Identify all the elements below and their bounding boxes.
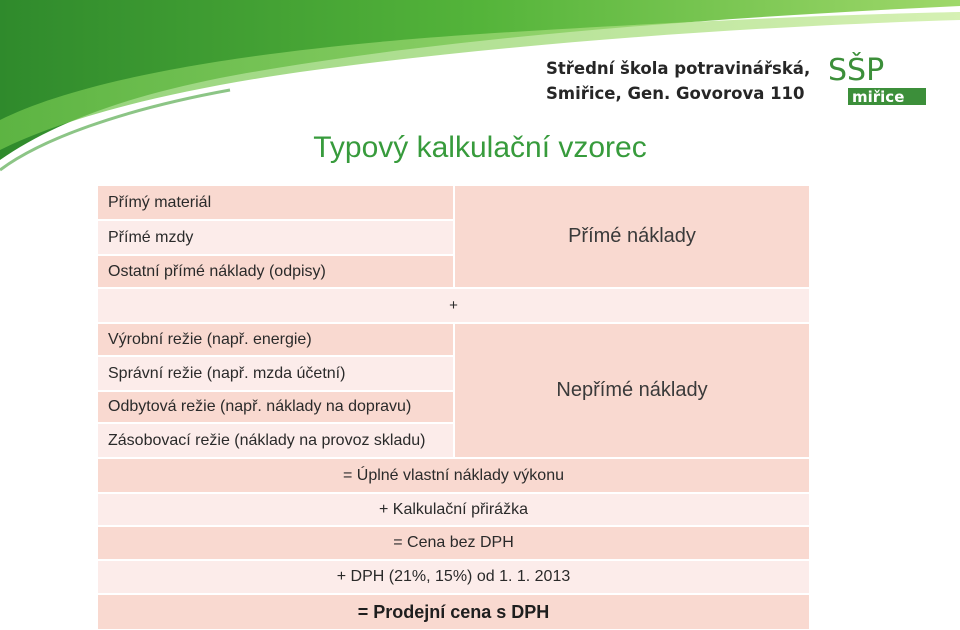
logo-letters-bottom: miřice [852, 88, 905, 106]
indirect-item: Správní režie (např. mzda účetní) [98, 357, 453, 390]
summary-row: + DPH (21%, 15%) od 1. 1. 2013 [98, 561, 809, 593]
ssp-smirice-logo-icon [826, 50, 928, 106]
direct-item: Ostatní přímé náklady (odpisy) [98, 256, 453, 287]
summary-row-final: = Prodejní cena s DPH [98, 595, 809, 629]
summary-row: = Úplné vlastní náklady výkonu [98, 459, 809, 492]
direct-costs-label: Přímé náklady [455, 186, 809, 287]
summary-row: + Kalkulační přirážka [98, 494, 809, 525]
school-name [546, 56, 810, 106]
logo-letters-top: SŠP [828, 53, 885, 88]
direct-item: Přímé mzdy [98, 221, 453, 254]
school-name-line1: Střední škola potravinářská, [546, 59, 811, 78]
plus-row: + [98, 289, 809, 322]
indirect-costs-label: Nepřímé náklady [455, 324, 809, 457]
indirect-item: Výrobní režie (např. energie) [98, 324, 453, 355]
indirect-item: Zásobovací režie (náklady na provoz skladu) [98, 424, 453, 457]
school-name-line2: Smiřice, Gen. Govorova 110 [546, 84, 805, 103]
direct-item: Přímý materiál [98, 186, 453, 219]
page-title: Typový kalkulační vzorec [313, 131, 647, 164]
indirect-item: Odbytová režie (např. náklady na dopravu) [98, 392, 453, 422]
summary-row: = Cena bez DPH [98, 527, 809, 559]
